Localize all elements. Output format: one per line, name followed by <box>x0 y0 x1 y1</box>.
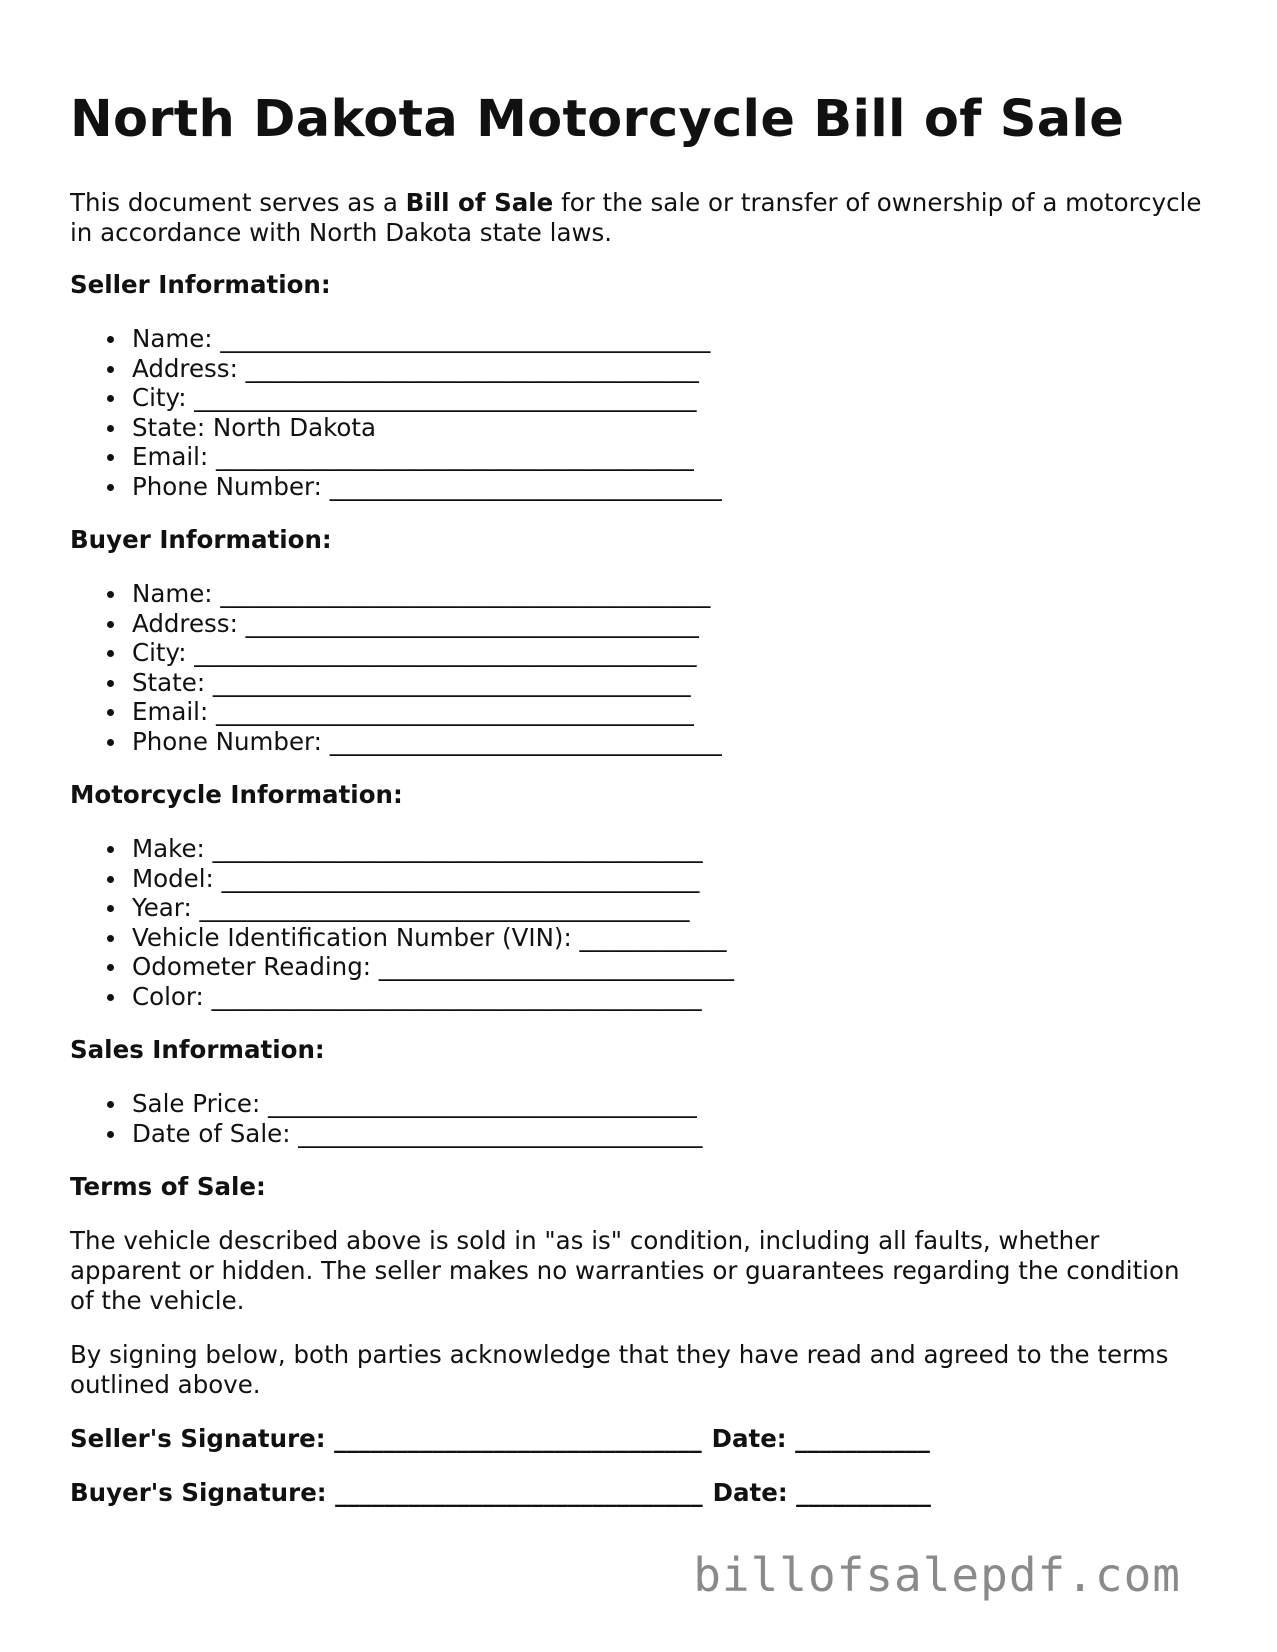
seller-phone-field[interactable]: Phone Number: ________________________________ <box>132 472 1210 502</box>
seller-name-field[interactable]: Name: ________________________________________ <box>132 324 1210 354</box>
seller-signature-field[interactable]: Seller's Signature: ______________________________ <box>70 1424 702 1453</box>
seller-email-field[interactable]: Email: _______________________________________ <box>132 442 1210 472</box>
buyer-email-field[interactable]: Email: _______________________________________ <box>132 697 1210 727</box>
intro-text-bold: Bill of Sale <box>405 188 554 217</box>
buyer-signature-row <box>70 1478 1210 1508</box>
seller-list <box>70 324 1210 501</box>
seller-heading: Seller Information: <box>70 270 331 299</box>
buyer-date-field[interactable]: Date: ___________ <box>712 1478 931 1507</box>
motorcycle-vin-field[interactable]: Vehicle Identification Number (VIN): ____________ <box>132 923 1210 953</box>
motorcycle-color-field[interactable]: Color: ________________________________________ <box>132 982 1210 1012</box>
seller-address-field[interactable]: Address: _____________________________________ <box>132 354 1210 384</box>
terms-paragraph-as-is: The vehicle described above is sold in "as is" condition, including all faults, whether apparent or hidden. The seller makes no warranties or guarantees regarding the condition of the vehicle. <box>70 1226 1180 1315</box>
document-page <box>70 80 1210 1532</box>
buyer-state-field[interactable]: State: _______________________________________ <box>132 668 1210 698</box>
watermark-text: billofsalepdf.com <box>693 1548 1181 1602</box>
sales-heading: Sales Information: <box>70 1035 325 1064</box>
buyer-phone-field[interactable]: Phone Number: ________________________________ <box>132 727 1210 757</box>
buyer-list <box>70 579 1210 756</box>
buyer-heading: Buyer Information: <box>70 525 332 554</box>
buyer-name-field[interactable]: Name: ________________________________________ <box>132 579 1210 609</box>
seller-date-field[interactable]: Date: ___________ <box>711 1424 930 1453</box>
intro-text-before: This document serves as a <box>70 188 406 217</box>
sale-price-field[interactable]: Sale Price: ___________________________________ <box>132 1089 1210 1119</box>
seller-state-field: State: North Dakota <box>132 413 1210 443</box>
document-title: North Dakota Motorcycle Bill of Sale <box>70 90 1125 149</box>
motorcycle-heading: Motorcycle Information: <box>70 780 403 809</box>
sale-date-field[interactable]: Date of Sale: _________________________________ <box>132 1119 1210 1149</box>
motorcycle-year-field[interactable]: Year: ________________________________________ <box>132 893 1210 923</box>
sales-list <box>70 1089 1210 1148</box>
motorcycle-list <box>70 834 1210 1011</box>
motorcycle-make-field[interactable]: Make: ________________________________________ <box>132 834 1210 864</box>
buyer-city-field[interactable]: City: _________________________________________ <box>132 638 1210 668</box>
seller-city-field[interactable]: City: _________________________________________ <box>132 383 1210 413</box>
motorcycle-model-field[interactable]: Model: _______________________________________ <box>132 864 1210 894</box>
motorcycle-odometer-field[interactable]: Odometer Reading: _____________________________ <box>132 952 1210 982</box>
terms-heading: Terms of Sale: <box>70 1172 266 1201</box>
intro-text-after: for the sale or transfer of ownership of a motorcycle in accordance with North Dakota state laws. <box>70 188 1202 247</box>
buyer-signature-field[interactable]: Buyer's Signature: ______________________________ <box>70 1478 703 1507</box>
intro-paragraph <box>70 188 1210 248</box>
terms-paragraph-acknowledge: By signing below, both parties acknowledge that they have read and agreed to the terms outlined above. <box>70 1340 1169 1399</box>
buyer-address-field[interactable]: Address: _____________________________________ <box>132 609 1210 639</box>
seller-signature-row <box>70 1424 1210 1454</box>
